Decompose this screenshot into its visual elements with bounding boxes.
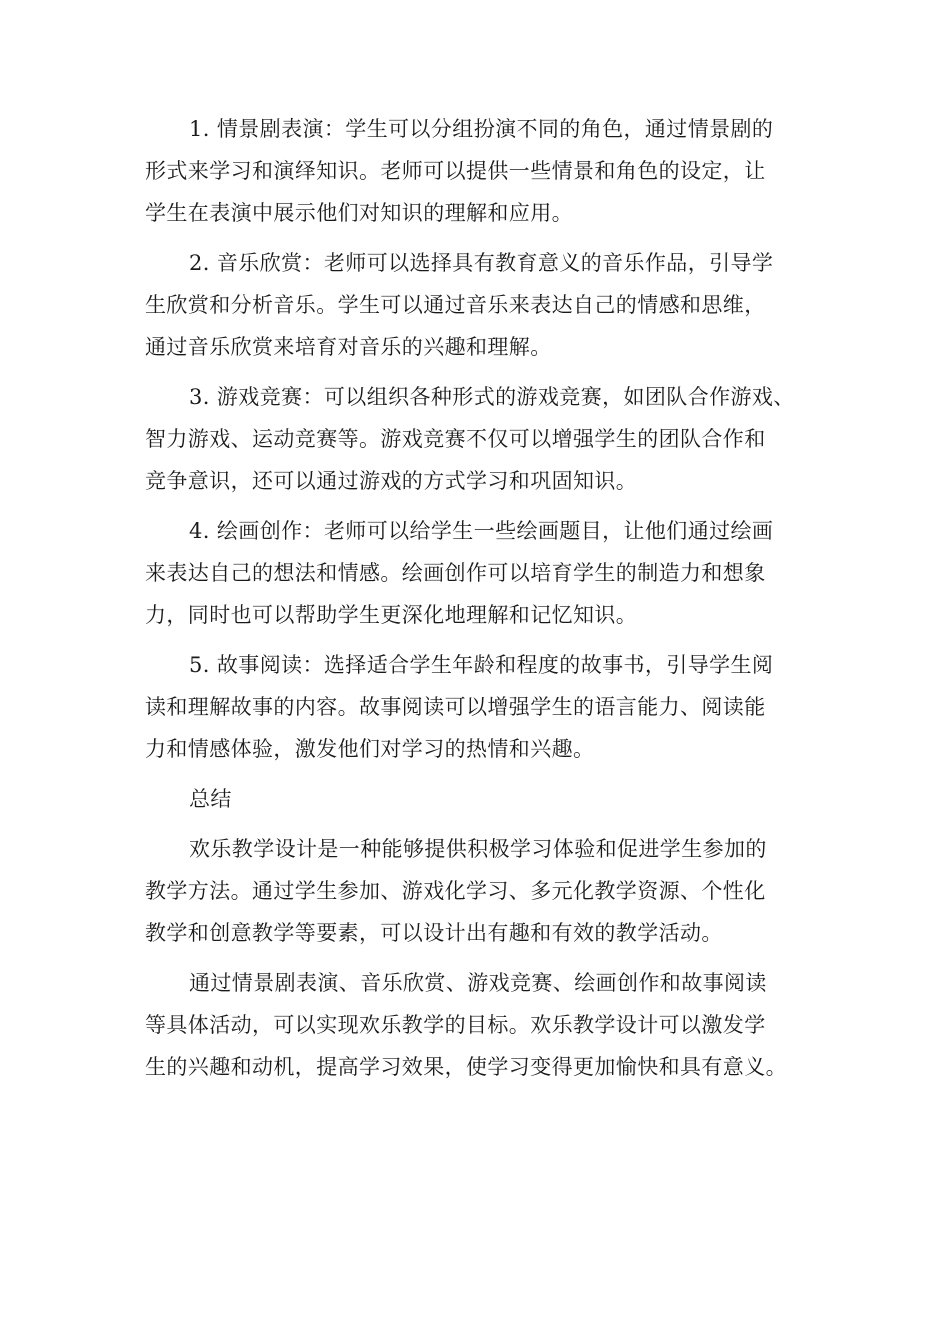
text-line: 读和理解故事的内容。故事阅读可以增强学生的语言能力、阅读能: [145, 695, 766, 719]
text-line: 等具体活动，可以实现欢乐教学的目标。欢乐教学设计可以激发学: [145, 1013, 766, 1037]
text-line: 通过音乐欣赏来培育对音乐的兴趣和理解。: [145, 335, 552, 359]
text-line: 力和情感体验，激发他们对学习的热情和兴趣。: [145, 737, 595, 761]
text-line: 生欣赏和分析音乐。学生可以通过音乐来表达自己的情感和思维，: [145, 293, 766, 317]
text-line: 智力游戏、运动竞赛等。游戏竞赛不仅可以增强学生的团队合作和: [145, 427, 766, 451]
summary-paragraph-2: [145, 962, 815, 1088]
text-line: 竞争意识，还可以通过游戏的方式学习和巩固知识。: [145, 469, 638, 493]
text-line: 1. 情景剧表演：学生可以分组扮演不同的角色，通过情景剧的: [189, 117, 774, 141]
text-line: 来表达自己的想法和情感。绘画创作可以培育学生的制造力和想象: [145, 561, 766, 585]
document-body: [145, 108, 815, 1096]
list-item-situational-drama: [145, 108, 815, 234]
text-line: 力，同时也可以帮助学生更深化地理解和记忆知识。: [145, 603, 638, 627]
section-heading-summary: [145, 778, 815, 820]
text-line: 3. 游戏竞赛：可以组织各种形式的游戏竞赛，如团队合作游戏、: [189, 385, 795, 409]
summary-paragraph-1: [145, 828, 815, 954]
text-line: 通过情景剧表演、音乐欣赏、游戏竞赛、绘画创作和故事阅读: [189, 971, 767, 995]
text-line: 教学方法。通过学生参加、游戏化学习、多元化教学资源、个性化: [145, 879, 766, 903]
text-line: 生的兴趣和动机，提高学习效果，使学习变得更加愉快和具有意义。: [145, 1055, 787, 1079]
list-item-story-reading: [145, 644, 815, 770]
text-line: 形式来学习和演绎知识。老师可以提供一些情景和角色的设定，让: [145, 159, 766, 183]
list-item-music-appreciation: [145, 242, 815, 368]
text-line: 教学和创意教学等要素，可以设计出有趣和有效的教学活动。: [145, 921, 723, 945]
list-item-game-competition: [145, 376, 815, 502]
heading-text: 总结: [189, 787, 232, 811]
list-item-drawing-creation: [145, 510, 815, 636]
text-line: 5. 故事阅读：选择适合学生年龄和程度的故事书，引导学生阅: [189, 653, 774, 677]
text-line: 2. 音乐欣赏：老师可以选择具有教育意义的音乐作品，引导学: [189, 251, 774, 275]
text-line: 欢乐教学设计是一种能够提供积极学习体验和促进学生参加的: [189, 837, 767, 861]
text-line: 4. 绘画创作：老师可以给学生一些绘画题目，让他们通过绘画: [189, 519, 774, 543]
text-line: 学生在表演中展示他们对知识的理解和应用。: [145, 201, 573, 225]
